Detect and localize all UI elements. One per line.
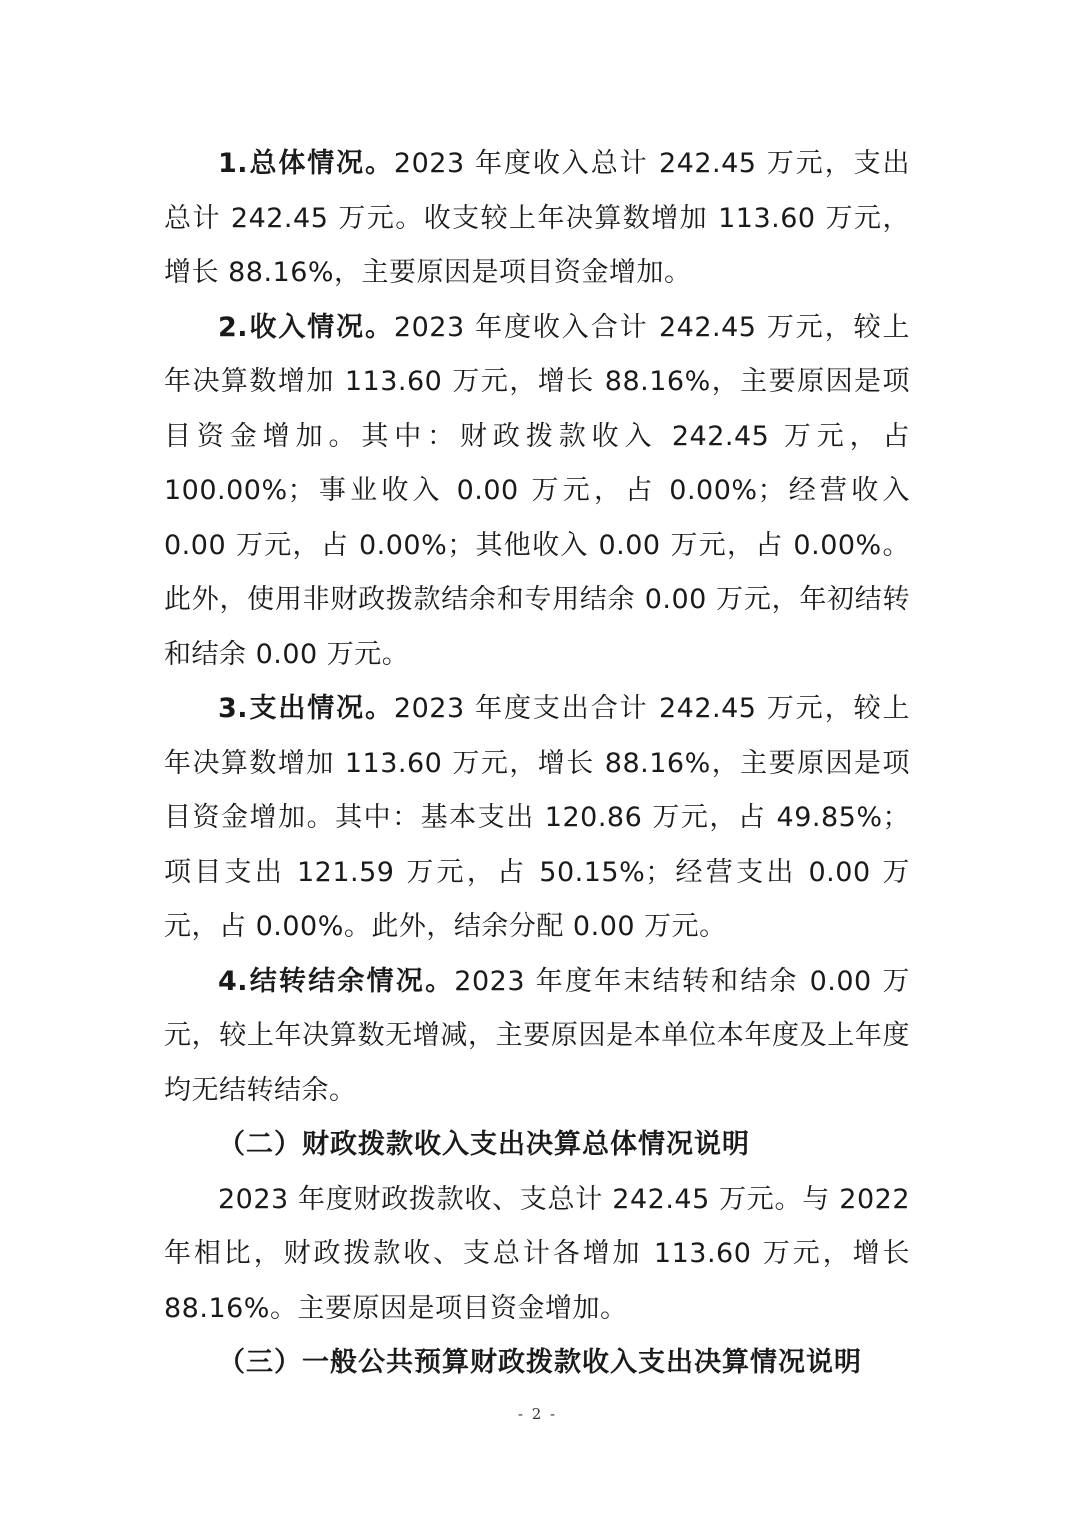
document-body [164, 137, 910, 1391]
paragraph-lead: 2.收入情况。 [218, 311, 394, 343]
paragraph-expenditure [164, 682, 910, 955]
paragraph-text: 2023 年度财政拨款收、支总计 242.45 万元。与 2022 年相比，财政拨款收、支总计各增加 113.60 万元，增长 88.16%。主要原因是项目资金增加。 [164, 1183, 910, 1324]
paragraph-lead: 1.总体情况。 [218, 148, 394, 179]
paragraph-text: 2023 年度支出合计 242.45 万元，较上年决算数增加 113.60 万元，增长 88.16%，主要原因是项目资金增加。其中：基本支出 120.86 万元，占 49.85%；项目支出 121.59 万元，占 50.15%；经营支出 0.00 万元，占 0.00%。此外，结余分配 0.00 万元。 [164, 693, 910, 942]
paragraph-text: 2023 年度年末结转和结余 0.00 万元，较上年决算数无增减，主要原因是本单位本年度及上年度均无结转结余。 [164, 965, 910, 1106]
paragraph-text: 2023 年度收入合计 242.45 万元，较上年决算数增加 113.60 万元，增长 88.16%，主要原因是项目资金增加。其中：财政拨款收入 242.45 万元，占 100.00%；事业收入 0.00 万元，占 0.00%；经营收入 0.00 万元，占 0.00%；其他收入 0.00 万元，占 0.00%。此外，使用非财政拨款结余和专用结余 0.00 万元，年初结转和结余 0.00 万元。 [164, 311, 910, 670]
paragraph-fiscal-allocation [164, 1173, 910, 1337]
paragraph-income [164, 301, 910, 683]
paragraph-text: 2023 年度收入总计 242.45 万元，支出总计 242.45 万元。收支较上年决算数增加 113.60 万元，增长 88.16%，主要原因是项目资金增加。 [164, 148, 910, 288]
section-heading-2: （二）财政拨款收入支出决算总体情况说明 [218, 1129, 750, 1160]
paragraph-carryover [164, 955, 910, 1119]
paragraph-overall [164, 137, 910, 301]
page-number: - 2 - [517, 1405, 558, 1423]
paragraph-lead: 3.支出情况。 [218, 693, 394, 724]
paragraph-lead: 4.结转结余情况。 [218, 965, 455, 997]
section-heading-3: （三）一般公共预算财政拨款收入支出决算情况说明 [218, 1347, 862, 1378]
